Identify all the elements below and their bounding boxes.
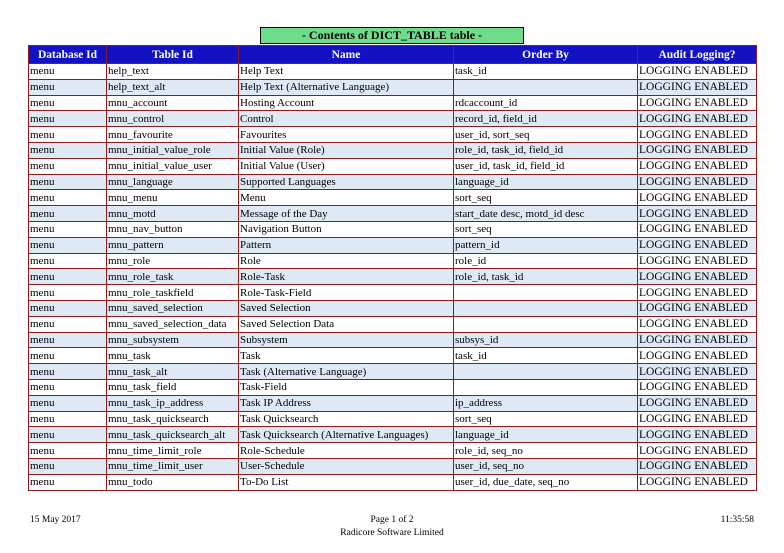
table-row — [29, 395, 757, 411]
col-table-id: Table Id — [107, 46, 239, 64]
table-row — [29, 285, 757, 301]
cell-audit-logging: LOGGING ENABLED — [638, 64, 757, 80]
cell-order-by — [454, 364, 638, 380]
cell-name: Control — [239, 111, 454, 127]
cell-audit-logging: LOGGING ENABLED — [638, 221, 757, 237]
table-row — [29, 458, 757, 474]
cell-database-id: menu — [29, 95, 107, 111]
cell-table-id: mnu_pattern — [107, 237, 239, 253]
cell-name: Role-Schedule — [239, 443, 454, 459]
cell-name: Task (Alternative Language) — [239, 364, 454, 380]
table-row — [29, 411, 757, 427]
cell-database-id: menu — [29, 64, 107, 80]
cell-table-id: mnu_subsystem — [107, 332, 239, 348]
cell-name: Message of the Day — [239, 206, 454, 222]
cell-audit-logging: LOGGING ENABLED — [638, 474, 757, 490]
cell-audit-logging: LOGGING ENABLED — [638, 253, 757, 269]
header-row — [29, 46, 757, 64]
table-row — [29, 364, 757, 380]
cell-order-by: sort_seq — [454, 221, 638, 237]
cell-table-id: mnu_account — [107, 95, 239, 111]
cell-name: Help Text (Alternative Language) — [239, 79, 454, 95]
table-row — [29, 64, 757, 80]
cell-database-id: menu — [29, 427, 107, 443]
cell-audit-logging: LOGGING ENABLED — [638, 427, 757, 443]
cell-table-id: mnu_role — [107, 253, 239, 269]
cell-audit-logging: LOGGING ENABLED — [638, 443, 757, 459]
cell-database-id: menu — [29, 458, 107, 474]
cell-name: To-Do List — [239, 474, 454, 490]
cell-name: Task IP Address — [239, 395, 454, 411]
cell-table-id: mnu_task_ip_address — [107, 395, 239, 411]
cell-database-id: menu — [29, 253, 107, 269]
footer-company: Radicore Software Limited — [340, 528, 444, 538]
cell-audit-logging: LOGGING ENABLED — [638, 237, 757, 253]
cell-name: Favourites — [239, 127, 454, 143]
cell-database-id: menu — [29, 364, 107, 380]
cell-audit-logging: LOGGING ENABLED — [638, 285, 757, 301]
cell-table-id: help_text_alt — [107, 79, 239, 95]
cell-name: Help Text — [239, 64, 454, 80]
cell-name: Role — [239, 253, 454, 269]
cell-order-by: user_id, sort_seq — [454, 127, 638, 143]
cell-database-id: menu — [29, 411, 107, 427]
cell-table-id: mnu_language — [107, 174, 239, 190]
cell-database-id: menu — [29, 348, 107, 364]
cell-order-by: role_id, task_id, field_id — [454, 142, 638, 158]
cell-database-id: menu — [29, 174, 107, 190]
cell-database-id: menu — [29, 237, 107, 253]
cell-database-id: menu — [29, 221, 107, 237]
cell-database-id: menu — [29, 142, 107, 158]
cell-name: Pattern — [239, 237, 454, 253]
dict-table-report — [28, 45, 757, 491]
col-audit-logging: Audit Logging? — [638, 46, 757, 64]
col-database-id: Database Id — [29, 46, 107, 64]
cell-audit-logging: LOGGING ENABLED — [638, 111, 757, 127]
cell-order-by: role_id, task_id — [454, 269, 638, 285]
cell-table-id: mnu_saved_selection — [107, 300, 239, 316]
cell-name: Task Quicksearch — [239, 411, 454, 427]
table-row — [29, 348, 757, 364]
cell-table-id: mnu_nav_button — [107, 221, 239, 237]
table-row — [29, 95, 757, 111]
cell-order-by: task_id — [454, 64, 638, 80]
cell-database-id: menu — [29, 269, 107, 285]
cell-database-id: menu — [29, 443, 107, 459]
table-row — [29, 142, 757, 158]
cell-audit-logging: LOGGING ENABLED — [638, 190, 757, 206]
cell-order-by — [454, 379, 638, 395]
table-row — [29, 427, 757, 443]
cell-order-by: user_id, task_id, field_id — [454, 158, 638, 174]
cell-order-by: sort_seq — [454, 190, 638, 206]
cell-audit-logging: LOGGING ENABLED — [638, 316, 757, 332]
cell-audit-logging: LOGGING ENABLED — [638, 127, 757, 143]
cell-audit-logging: LOGGING ENABLED — [638, 269, 757, 285]
cell-table-id: mnu_task — [107, 348, 239, 364]
cell-table-id: mnu_favourite — [107, 127, 239, 143]
cell-order-by: role_id, seq_no — [454, 443, 638, 459]
table-row — [29, 79, 757, 95]
cell-database-id: menu — [29, 158, 107, 174]
cell-table-id: mnu_time_limit_user — [107, 458, 239, 474]
cell-database-id: menu — [29, 332, 107, 348]
cell-database-id: menu — [29, 300, 107, 316]
cell-table-id: mnu_control — [107, 111, 239, 127]
cell-audit-logging: LOGGING ENABLED — [638, 206, 757, 222]
cell-name: User-Schedule — [239, 458, 454, 474]
col-name: Name — [239, 46, 454, 64]
cell-name: Role-Task — [239, 269, 454, 285]
cell-order-by: pattern_id — [454, 237, 638, 253]
table-body — [29, 64, 757, 491]
cell-name: Initial Value (Role) — [239, 142, 454, 158]
table-row — [29, 127, 757, 143]
col-order-by: Order By — [454, 46, 638, 64]
cell-order-by — [454, 79, 638, 95]
cell-order-by: language_id — [454, 427, 638, 443]
cell-database-id: menu — [29, 79, 107, 95]
cell-name: Saved Selection — [239, 300, 454, 316]
cell-order-by: language_id — [454, 174, 638, 190]
cell-database-id: menu — [29, 111, 107, 127]
cell-table-id: mnu_initial_value_role — [107, 142, 239, 158]
cell-order-by: ip_address — [454, 395, 638, 411]
cell-table-id: mnu_menu — [107, 190, 239, 206]
report-title: - Contents of DICT_TABLE table - — [260, 27, 524, 44]
cell-name: Subsystem — [239, 332, 454, 348]
cell-audit-logging: LOGGING ENABLED — [638, 79, 757, 95]
cell-name: Task — [239, 348, 454, 364]
cell-order-by — [454, 300, 638, 316]
cell-table-id: help_text — [107, 64, 239, 80]
cell-database-id: menu — [29, 395, 107, 411]
cell-order-by: user_id, seq_no — [454, 458, 638, 474]
cell-order-by: subsys_id — [454, 332, 638, 348]
cell-order-by: rdcaccount_id — [454, 95, 638, 111]
cell-database-id: menu — [29, 379, 107, 395]
cell-name: Hosting Account — [239, 95, 454, 111]
cell-name: Saved Selection Data — [239, 316, 454, 332]
cell-table-id: mnu_task_quicksearch_alt — [107, 427, 239, 443]
cell-database-id: menu — [29, 285, 107, 301]
cell-table-id: mnu_role_task — [107, 269, 239, 285]
cell-audit-logging: LOGGING ENABLED — [638, 95, 757, 111]
table-row — [29, 269, 757, 285]
cell-order-by: role_id — [454, 253, 638, 269]
cell-name: Task Quicksearch (Alternative Languages) — [239, 427, 454, 443]
cell-audit-logging: LOGGING ENABLED — [638, 395, 757, 411]
cell-table-id: mnu_initial_value_user — [107, 158, 239, 174]
cell-order-by: start_date desc, motd_id desc — [454, 206, 638, 222]
cell-database-id: menu — [29, 474, 107, 490]
table-row — [29, 332, 757, 348]
cell-audit-logging: LOGGING ENABLED — [638, 332, 757, 348]
cell-audit-logging: LOGGING ENABLED — [638, 379, 757, 395]
table-row — [29, 316, 757, 332]
cell-name: Task-Field — [239, 379, 454, 395]
table-row — [29, 237, 757, 253]
cell-audit-logging: LOGGING ENABLED — [638, 158, 757, 174]
cell-order-by: record_id, field_id — [454, 111, 638, 127]
table-row — [29, 206, 757, 222]
cell-table-id: mnu_task_field — [107, 379, 239, 395]
table-row — [29, 443, 757, 459]
cell-name: Initial Value (User) — [239, 158, 454, 174]
table-row — [29, 174, 757, 190]
footer-page-number: Page 1 of 2 — [370, 515, 414, 525]
cell-audit-logging: LOGGING ENABLED — [638, 458, 757, 474]
table-row — [29, 158, 757, 174]
cell-table-id: mnu_time_limit_role — [107, 443, 239, 459]
cell-database-id: menu — [29, 316, 107, 332]
footer-date: 15 May 2017 — [30, 515, 81, 525]
cell-audit-logging: LOGGING ENABLED — [638, 411, 757, 427]
table-row — [29, 300, 757, 316]
cell-database-id: menu — [29, 127, 107, 143]
cell-table-id: mnu_task_alt — [107, 364, 239, 380]
cell-table-id: mnu_role_taskfield — [107, 285, 239, 301]
cell-name: Supported Languages — [239, 174, 454, 190]
table-row — [29, 190, 757, 206]
cell-order-by — [454, 316, 638, 332]
cell-order-by: sort_seq — [454, 411, 638, 427]
cell-audit-logging: LOGGING ENABLED — [638, 348, 757, 364]
cell-audit-logging: LOGGING ENABLED — [638, 300, 757, 316]
cell-audit-logging: LOGGING ENABLED — [638, 142, 757, 158]
cell-audit-logging: LOGGING ENABLED — [638, 364, 757, 380]
cell-order-by: user_id, due_date, seq_no — [454, 474, 638, 490]
table-row — [29, 221, 757, 237]
cell-name: Role-Task-Field — [239, 285, 454, 301]
cell-table-id: mnu_todo — [107, 474, 239, 490]
cell-table-id: mnu_motd — [107, 206, 239, 222]
footer-time: 11:35:58 — [720, 515, 754, 525]
cell-audit-logging: LOGGING ENABLED — [638, 174, 757, 190]
table-row — [29, 379, 757, 395]
cell-name: Menu — [239, 190, 454, 206]
cell-database-id: menu — [29, 190, 107, 206]
cell-order-by — [454, 285, 638, 301]
cell-table-id: mnu_saved_selection_data — [107, 316, 239, 332]
table-row — [29, 474, 757, 490]
table-row — [29, 253, 757, 269]
table-row — [29, 111, 757, 127]
cell-order-by: task_id — [454, 348, 638, 364]
cell-name: Navigation Button — [239, 221, 454, 237]
cell-database-id: menu — [29, 206, 107, 222]
cell-table-id: mnu_task_quicksearch — [107, 411, 239, 427]
